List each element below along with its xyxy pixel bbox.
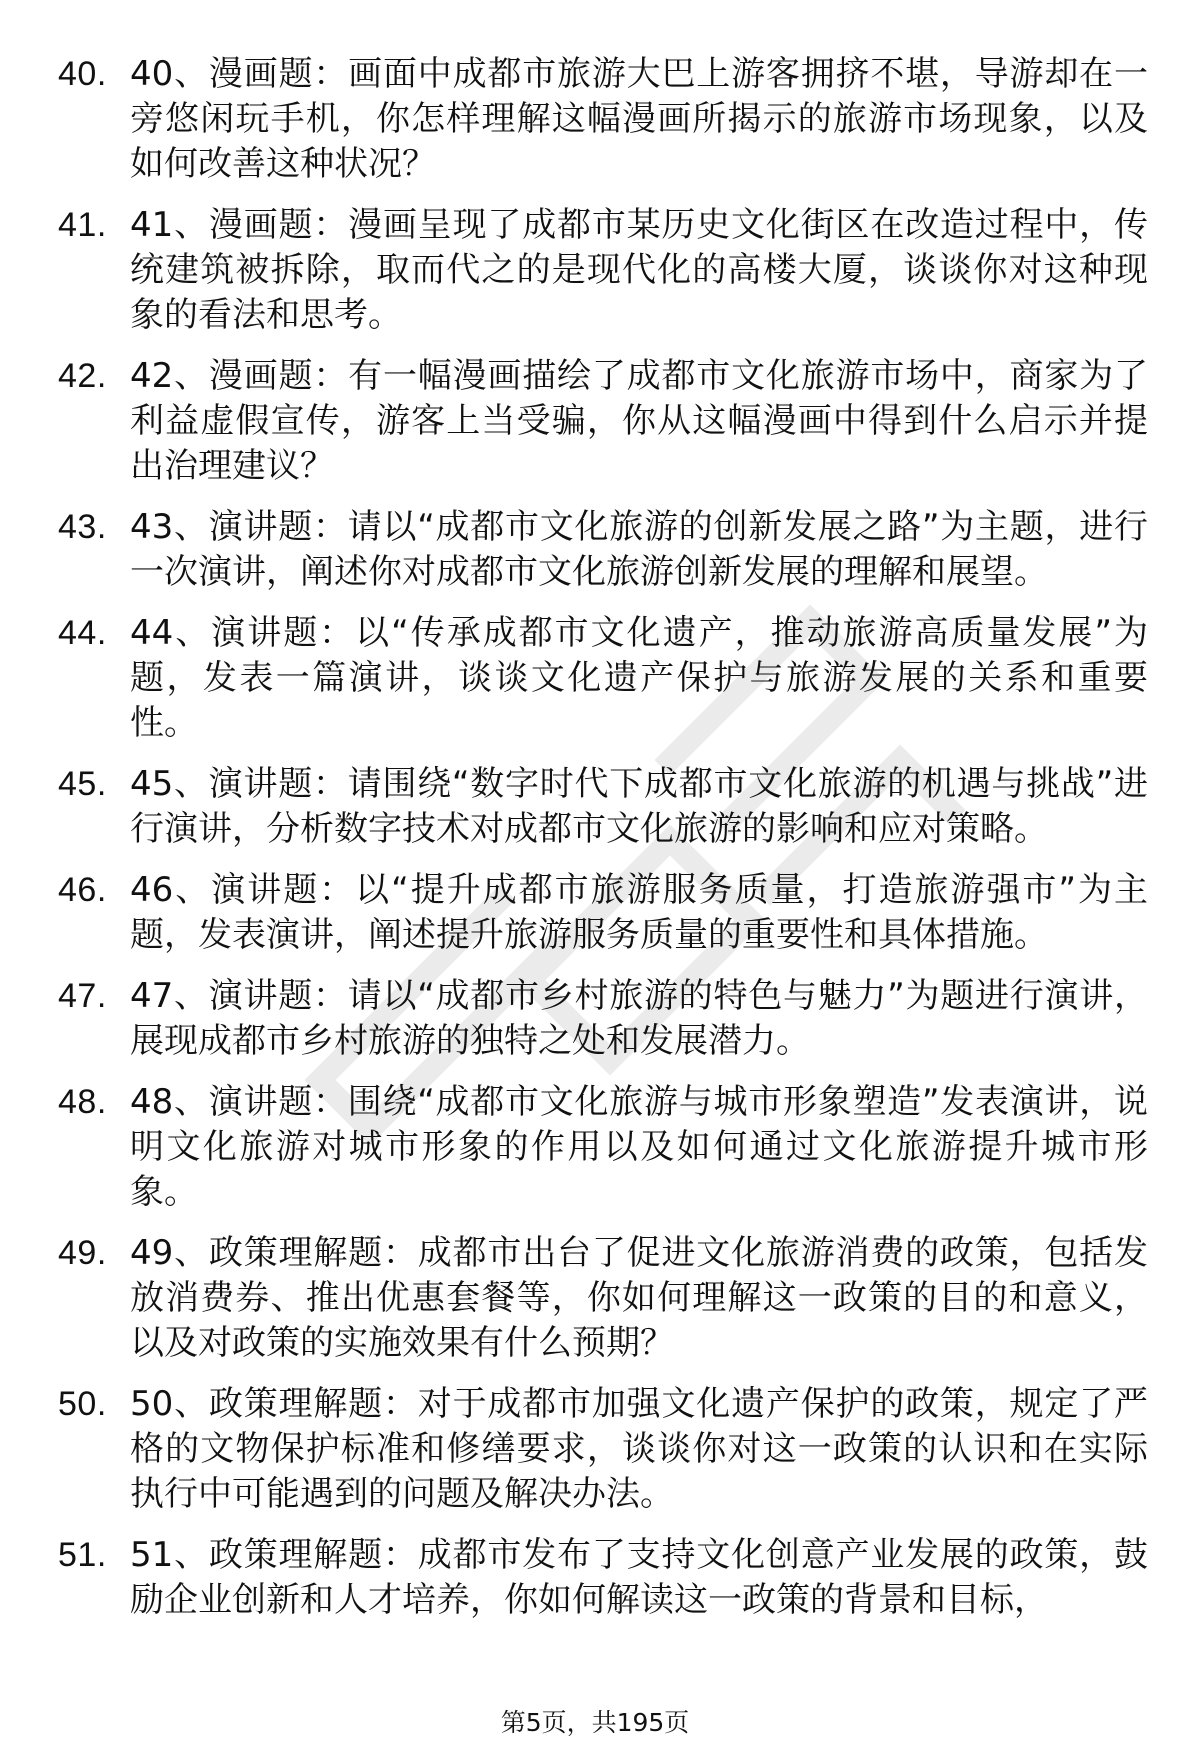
list-item (58, 203, 1148, 338)
item-text: 50、政策理解题：对于成都市加强文化遗产保护的政策，规定了严格的文物保护标准和修缮要求，谈谈你对这一政策的认识和在实际执行中可能遇到的问题及解决办法。 (130, 1384, 1148, 1514)
item-number: 51. (58, 1536, 107, 1574)
item-number: 48. (58, 1083, 107, 1121)
item-text: 45、演讲题：请围绕“数字时代下成都市文化旅游的机遇与挑战”进行演讲，分析数字技术对成都市文化旅游的影响和应对策略。 (130, 764, 1148, 849)
list-item (58, 1080, 1148, 1215)
item-number: 46. (58, 871, 107, 909)
item-text: 41、漫画题：漫画呈现了成都市某历史文化街区在改造过程中，传统建筑被拆除，取而代之的是现代化的高楼大厦，谈谈你对这种现象的看法和思考。 (130, 205, 1148, 335)
item-number: 44. (58, 614, 107, 652)
list-item (58, 1231, 1148, 1366)
item-text: 47、演讲题：请以“成都市乡村旅游的特色与魅力”为题进行演讲，展现成都市乡村旅游的独特之处和发展潜力。 (130, 976, 1148, 1061)
item-number: 47. (58, 977, 107, 1015)
item-text: 43、演讲题：请以“成都市文化旅游的创新发展之路”为主题，进行一次演讲，阐述你对成都市文化旅游创新发展的理解和展望。 (130, 507, 1148, 592)
item-text: 49、政策理解题：成都市出台了促进文化旅游消费的政策，包括发放消费券、推出优惠套餐等，你如何理解这一政策的目的和意义，以及对政策的实施效果有什么预期？ (130, 1233, 1148, 1363)
list-item (58, 868, 1148, 958)
item-text: 44、演讲题：以“传承成都市文化遗产，推动旅游高质量发展”为题，发表一篇演讲，谈谈文化遗产保护与旅游发展的关系和重要性。 (130, 613, 1148, 743)
item-text: 42、漫画题：有一幅漫画描绘了成都市文化旅游市场中，商家为了利益虚假宣传，游客上当受骗，你从这幅漫画中得到什么启示并提出治理建议？ (130, 356, 1148, 486)
list-item (58, 505, 1148, 595)
item-text: 51、政策理解题：成都市发布了支持文化创意产业发展的政策，鼓励企业创新和人才培养，你如何解读这一政策的背景和目标， (130, 1535, 1148, 1620)
item-text: 46、演讲题：以“提升成都市旅游服务质量，打造旅游强市”为主题，发表演讲，阐述提升旅游服务质量的重要性和具体措施。 (130, 870, 1148, 955)
item-number: 50. (58, 1385, 107, 1423)
list-item (58, 762, 1148, 852)
item-number: 41. (58, 206, 107, 244)
item-text: 40、漫画题：画面中成都市旅游大巴上游客拥挤不堪，导游却在一旁悠闲玩手机，你怎样理解这幅漫画所揭示的旅游市场现象，以及如何改善这种状况？ (130, 54, 1148, 184)
item-number: 49. (58, 1234, 107, 1272)
question-list (58, 52, 1148, 1639)
list-item (58, 354, 1148, 489)
page-footer: 第5页，共195页 (500, 1708, 690, 1737)
list-item (58, 1382, 1148, 1517)
item-number: 40. (58, 55, 107, 93)
item-number: 42. (58, 357, 107, 395)
item-number: 45. (58, 765, 107, 803)
list-item (58, 611, 1148, 746)
list-item (58, 974, 1148, 1064)
list-item (58, 1533, 1148, 1623)
item-text: 48、演讲题：围绕“成都市文化旅游与城市形象塑造”发表演讲，说明文化旅游对城市形象的作用以及如何通过文化旅游提升城市形象。 (130, 1082, 1148, 1212)
list-item (58, 52, 1148, 187)
item-number: 43. (58, 508, 107, 546)
